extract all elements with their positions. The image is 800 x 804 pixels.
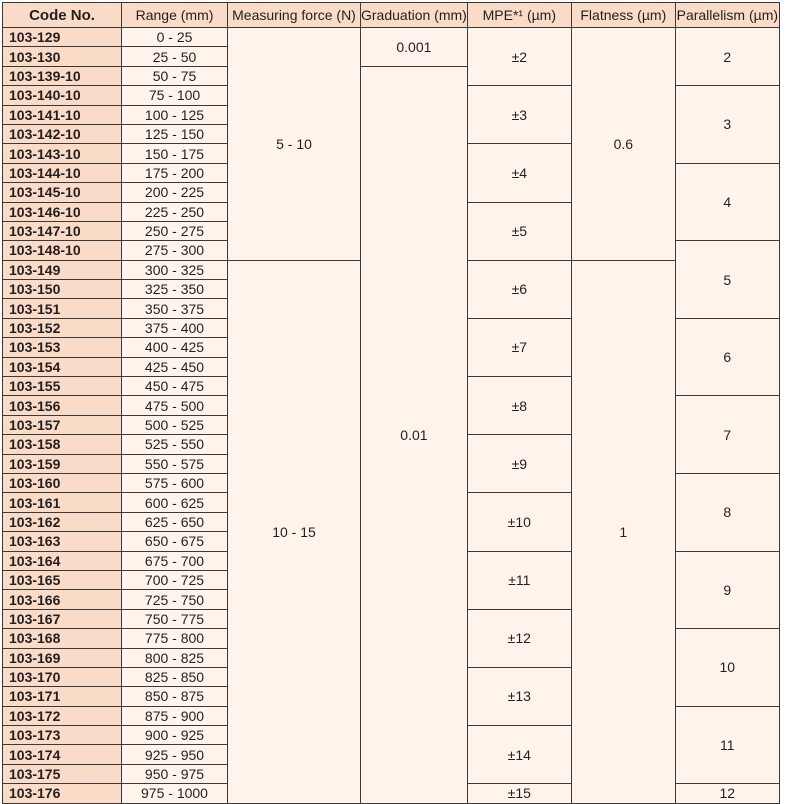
range-cell: 150 - 175 — [122, 144, 228, 163]
parallelism-cell: 11 — [675, 706, 779, 784]
range-cell: 450 - 475 — [122, 377, 228, 396]
parallelism-cell: 5 — [675, 241, 779, 319]
range-cell: 775 - 800 — [122, 629, 228, 648]
mpe-cell: ±9 — [467, 435, 571, 493]
parallelism-cell: 8 — [675, 473, 779, 551]
measuring-force-cell: 10 - 15 — [228, 260, 361, 803]
range-cell: 925 - 950 — [122, 745, 228, 764]
code-cell: 103-130 — [3, 47, 122, 66]
code-cell: 103-158 — [3, 435, 122, 454]
mpe-cell: ±14 — [467, 726, 571, 784]
mpe-cell: ±11 — [467, 551, 571, 609]
code-cell: 103-157 — [3, 415, 122, 434]
code-cell: 103-175 — [3, 764, 122, 783]
parallelism-cell: 4 — [675, 163, 779, 241]
range-cell: 550 - 575 — [122, 454, 228, 473]
header-code: Code No. — [3, 3, 122, 28]
mpe-cell: ±13 — [467, 667, 571, 725]
code-cell: 103-166 — [3, 590, 122, 609]
flatness-cell: 1 — [571, 260, 675, 803]
range-cell: 375 - 400 — [122, 318, 228, 337]
range-cell: 0 - 25 — [122, 28, 228, 47]
range-cell: 600 - 625 — [122, 493, 228, 512]
code-cell: 103-153 — [3, 338, 122, 357]
code-cell: 103-169 — [3, 648, 122, 667]
mpe-cell: ±12 — [467, 609, 571, 667]
header-mpe: MPE*¹ (µm) — [467, 3, 571, 28]
code-cell: 103-156 — [3, 396, 122, 415]
code-cell: 103-176 — [3, 784, 122, 803]
range-cell: 875 - 900 — [122, 706, 228, 725]
mpe-cell: ±10 — [467, 493, 571, 551]
range-cell: 275 - 300 — [122, 241, 228, 260]
range-cell: 800 - 825 — [122, 648, 228, 667]
header-flatness: Flatness (µm) — [571, 3, 675, 28]
code-cell: 103-168 — [3, 629, 122, 648]
code-cell: 103-141-10 — [3, 105, 122, 124]
range-cell: 475 - 500 — [122, 396, 228, 415]
range-cell: 750 - 775 — [122, 609, 228, 628]
mpe-cell: ±5 — [467, 202, 571, 260]
header-row — [3, 3, 780, 28]
code-cell: 103-143-10 — [3, 144, 122, 163]
code-cell: 103-144-10 — [3, 163, 122, 182]
code-cell: 103-160 — [3, 473, 122, 492]
range-cell: 825 - 850 — [122, 667, 228, 686]
code-cell: 103-162 — [3, 512, 122, 531]
range-cell: 225 - 250 — [122, 202, 228, 221]
range-cell: 325 - 350 — [122, 280, 228, 299]
header-parallelism: Parallelism (µm) — [675, 3, 779, 28]
range-cell: 250 - 275 — [122, 221, 228, 240]
range-cell: 650 - 675 — [122, 532, 228, 551]
range-cell: 75 - 100 — [122, 86, 228, 105]
range-cell: 975 - 1000 — [122, 784, 228, 803]
code-cell: 103-173 — [3, 726, 122, 745]
code-cell: 103-154 — [3, 357, 122, 376]
mpe-cell: ±3 — [467, 86, 571, 144]
code-cell: 103-150 — [3, 280, 122, 299]
range-cell: 850 - 875 — [122, 687, 228, 706]
code-cell: 103-146-10 — [3, 202, 122, 221]
code-cell: 103-174 — [3, 745, 122, 764]
code-cell: 103-167 — [3, 609, 122, 628]
parallelism-cell: 6 — [675, 318, 779, 396]
parallelism-cell: 12 — [675, 784, 779, 803]
range-cell: 50 - 75 — [122, 66, 228, 85]
range-cell: 950 - 975 — [122, 764, 228, 783]
header-measuring-force: Measuring force (N) — [228, 3, 361, 28]
graduation-cell: 0.001 — [361, 28, 468, 67]
range-cell: 100 - 125 — [122, 105, 228, 124]
code-cell: 103-165 — [3, 570, 122, 589]
code-cell: 103-163 — [3, 532, 122, 551]
range-cell: 350 - 375 — [122, 299, 228, 318]
range-cell: 575 - 600 — [122, 473, 228, 492]
range-cell: 700 - 725 — [122, 570, 228, 589]
code-cell: 103-155 — [3, 377, 122, 396]
code-cell: 103-161 — [3, 493, 122, 512]
code-cell: 103-152 — [3, 318, 122, 337]
parallelism-cell: 2 — [675, 28, 779, 86]
mpe-cell: ±4 — [467, 144, 571, 202]
range-cell: 400 - 425 — [122, 338, 228, 357]
parallelism-cell: 10 — [675, 629, 779, 707]
flatness-cell: 0.6 — [571, 28, 675, 261]
code-cell: 103-145-10 — [3, 183, 122, 202]
table-row — [3, 28, 780, 47]
mpe-cell: ±6 — [467, 260, 571, 318]
mpe-cell: ±15 — [467, 784, 571, 803]
code-cell: 103-139-10 — [3, 66, 122, 85]
measuring-force-cell: 5 - 10 — [228, 28, 361, 261]
range-cell: 725 - 750 — [122, 590, 228, 609]
code-cell: 103-170 — [3, 667, 122, 686]
parallelism-cell: 7 — [675, 396, 779, 474]
specifications-table — [2, 2, 780, 804]
parallelism-cell: 9 — [675, 551, 779, 629]
parallelism-cell: 3 — [675, 86, 779, 164]
graduation-cell: 0.01 — [361, 66, 468, 803]
code-cell: 103-140-10 — [3, 86, 122, 105]
mpe-cell: ±7 — [467, 318, 571, 376]
mpe-cell: ±2 — [467, 28, 571, 86]
code-cell: 103-142-10 — [3, 124, 122, 143]
range-cell: 900 - 925 — [122, 726, 228, 745]
code-cell: 103-148-10 — [3, 241, 122, 260]
range-cell: 125 - 150 — [122, 124, 228, 143]
table-body — [3, 28, 780, 804]
code-cell: 103-149 — [3, 260, 122, 279]
range-cell: 425 - 450 — [122, 357, 228, 376]
range-cell: 625 - 650 — [122, 512, 228, 531]
code-cell: 103-147-10 — [3, 221, 122, 240]
range-cell: 25 - 50 — [122, 47, 228, 66]
code-cell: 103-129 — [3, 28, 122, 47]
range-cell: 675 - 700 — [122, 551, 228, 570]
code-cell: 103-172 — [3, 706, 122, 725]
code-cell: 103-171 — [3, 687, 122, 706]
range-cell: 525 - 550 — [122, 435, 228, 454]
code-cell: 103-164 — [3, 551, 122, 570]
mpe-cell: ±8 — [467, 377, 571, 435]
range-cell: 175 - 200 — [122, 163, 228, 182]
range-cell: 200 - 225 — [122, 183, 228, 202]
range-cell: 500 - 525 — [122, 415, 228, 434]
header-graduation: Graduation (mm) — [361, 3, 468, 28]
code-cell: 103-151 — [3, 299, 122, 318]
header-range: Range (mm) — [122, 3, 228, 28]
range-cell: 300 - 325 — [122, 260, 228, 279]
code-cell: 103-159 — [3, 454, 122, 473]
